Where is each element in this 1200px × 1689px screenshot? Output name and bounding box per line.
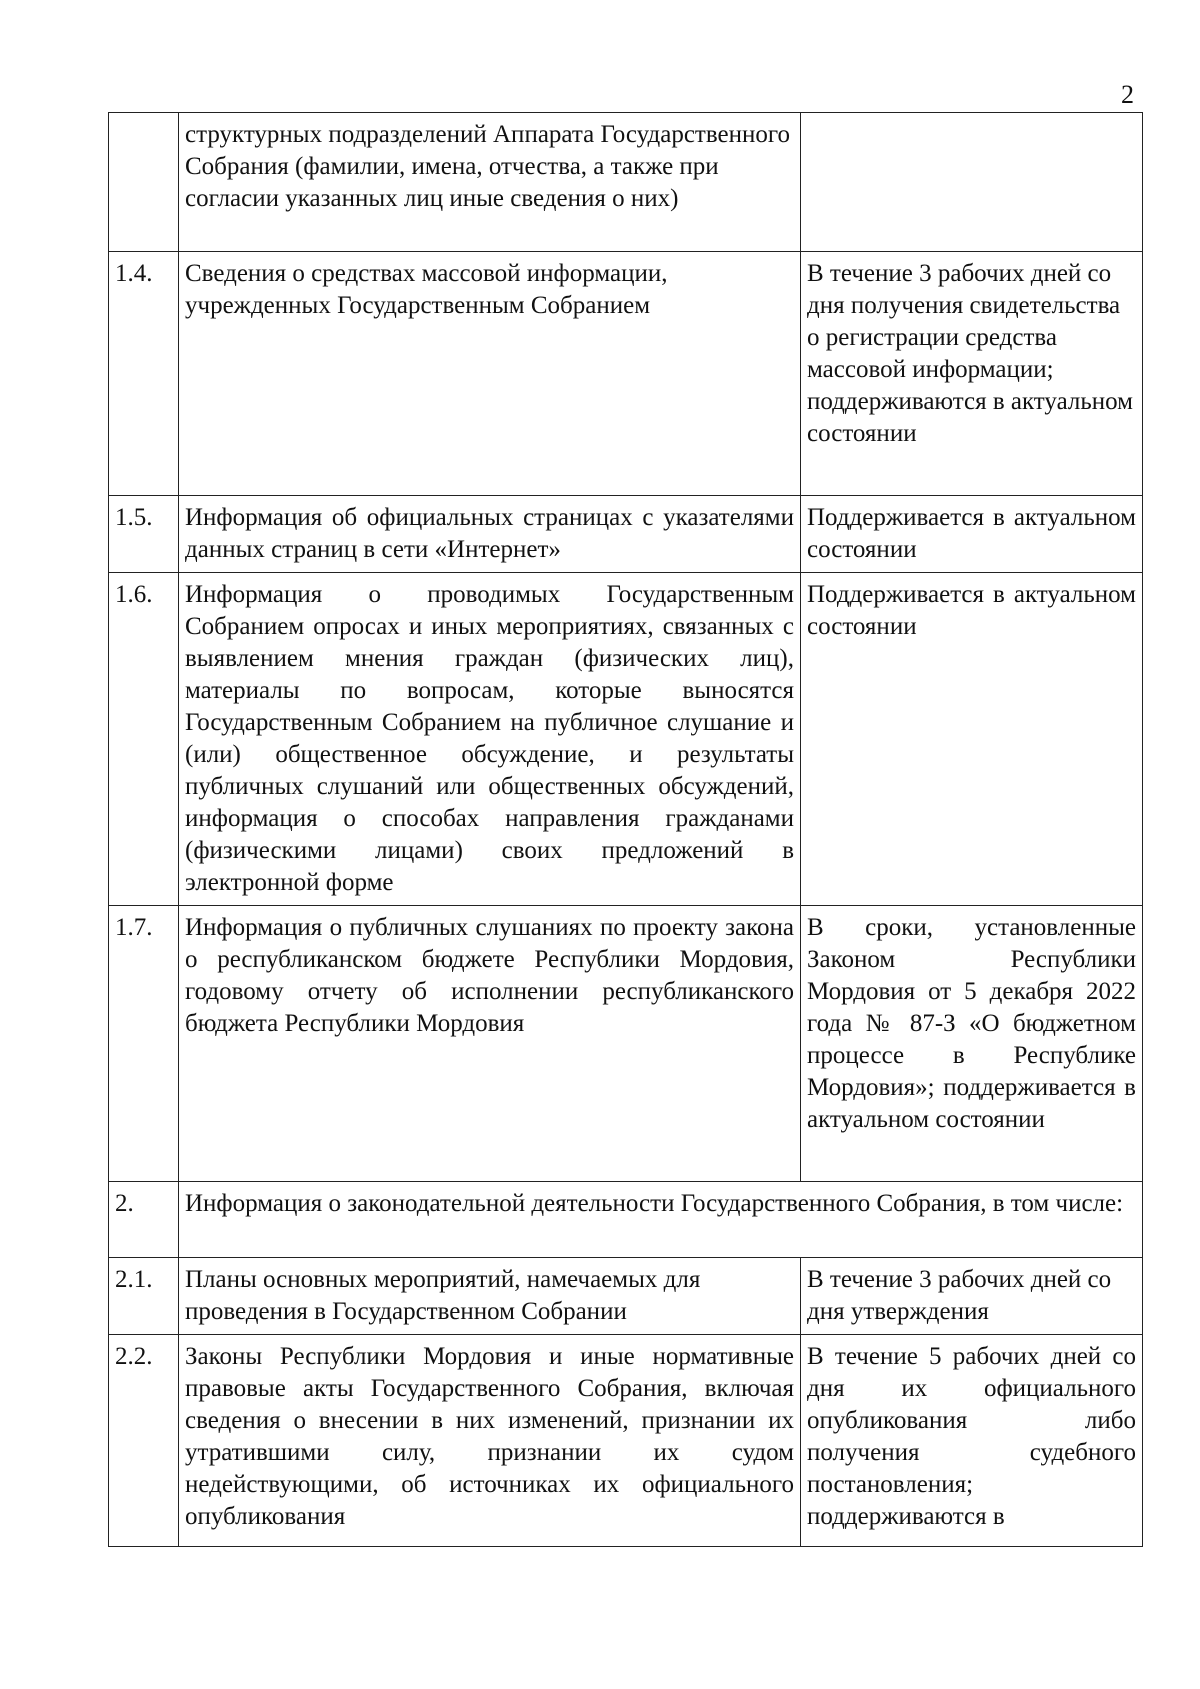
section-number: 2. [109,1182,179,1258]
table-row [109,906,1143,1182]
disclosure-table [108,112,1143,1547]
row-deadline: В течение 5 рабочих дней со дня их официального опубликования либо получения судебного постановления; поддерживаются в [801,1335,1143,1547]
row-number: 2.1. [109,1258,179,1335]
table-row [109,573,1143,906]
row-number: 1.7. [109,906,179,1182]
row-number: 1.4. [109,252,179,496]
table-row [109,1258,1143,1335]
row-number: 2.2. [109,1335,179,1547]
row-description: структурных подразделений Аппарата Государственного Собрания (фамилии, имена, отчества, а также при согласии указанных лиц иные сведения о них) [179,113,801,252]
row-number: 1.6. [109,573,179,906]
row-number [109,113,179,252]
row-description: Информация о проводимых Государственным Собранием опросах и иных мероприятиях, связанных с выявлением мнения граждан (физических лиц), материалы по вопросам, которые выносятся Государственным Собранием на публичное слушание и (или) общественное обсуждение, и результаты публичных слушаний или общественных обсуждений, информация о способах направления гражданами (физическими лицами) своих предложений в электронной форме [179,573,801,906]
section-row [109,1182,1143,1258]
row-deadline: В сроки, установленные Законом Республики Мордовия от 5 декабря 2022 года № 87-З «О бюджетном процессе в Республике Мордовия»; поддерживается в актуальном состоянии [801,906,1143,1182]
page-number: 2 [1121,80,1134,109]
row-description: Законы Республики Мордовия и иные нормативные правовые акты Государственного Собрания, включая сведения о внесении в них изменений, признании их утратившими силу, признании их судом недействующими, об источниках их официального опубликования [179,1335,801,1547]
row-description: Информация об официальных страницах с указателями данных страниц в сети «Интернет» [179,496,801,573]
table-row [109,252,1143,496]
table-row [109,113,1143,252]
row-deadline [801,113,1143,252]
row-deadline: В течение 3 рабочих дней со дня получения свидетельства о регистрации средства массовой информации; поддерживаются в актуальном состоянии [801,252,1143,496]
table-row [109,1335,1143,1547]
row-description: Сведения о средствах массовой информации, учрежденных Государственным Собранием [179,252,801,496]
row-deadline: Поддерживается в актуальном состоянии [801,496,1143,573]
row-number: 1.5. [109,496,179,573]
row-description: Планы основных мероприятий, намечаемых для проведения в Государственном Собрании [179,1258,801,1335]
section-title: Информация о законодательной деятельности Государственного Собрания, в том числе: [179,1182,1143,1258]
table-row [109,496,1143,573]
row-deadline: Поддерживается в актуальном состоянии [801,573,1143,906]
row-deadline: В течение 3 рабочих дней со дня утверждения [801,1258,1143,1335]
row-description: Информация о публичных слушаниях по проекту закона о республиканском бюджете Республики Мордовия, годовому отчету об исполнении республиканского бюджета Республики Мордовия [179,906,801,1182]
